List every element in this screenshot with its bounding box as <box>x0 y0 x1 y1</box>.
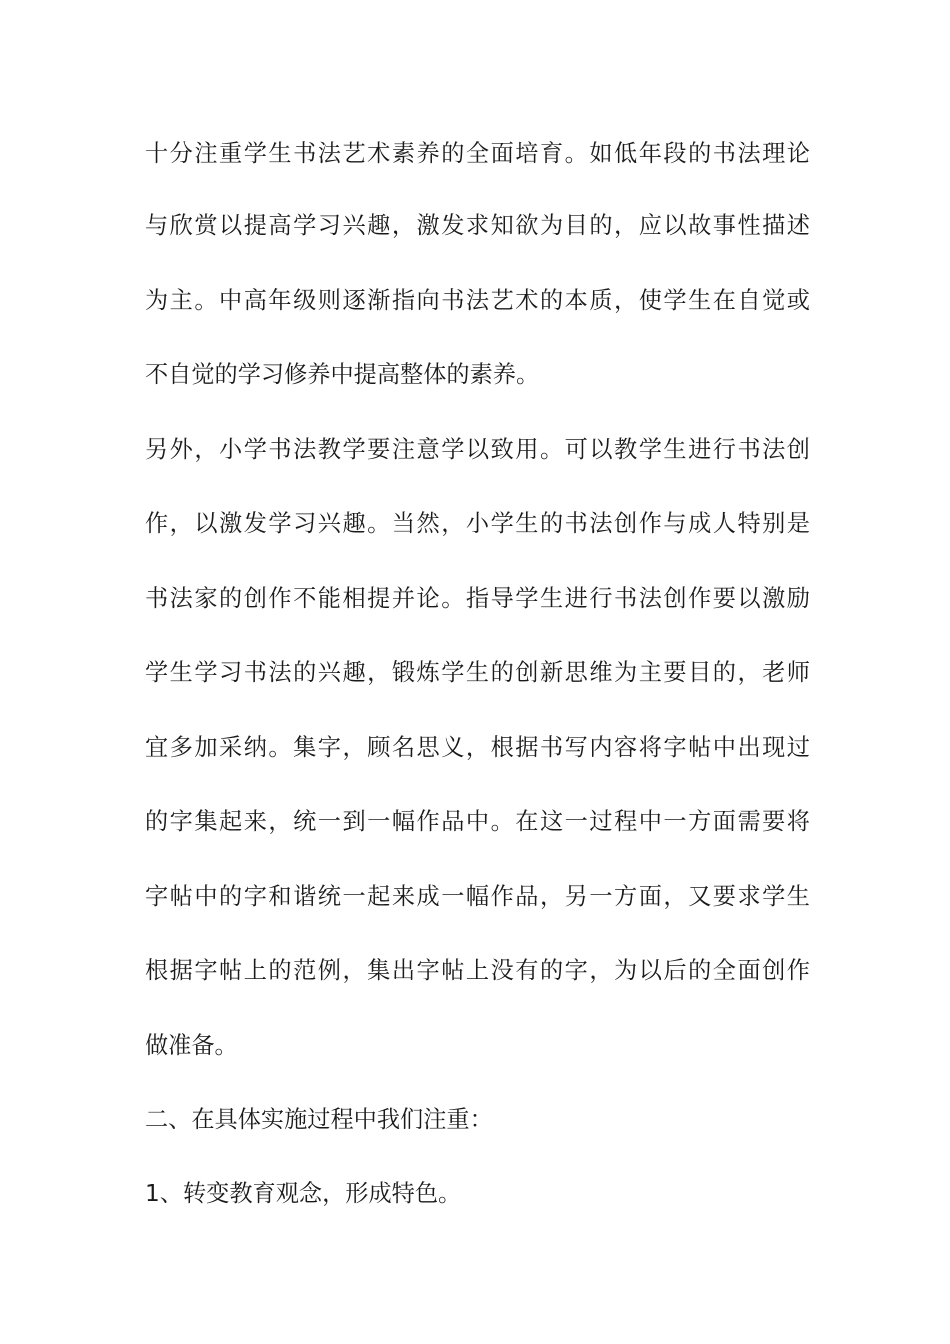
text-line: 书法家的创作不能相提并论。指导学生进行书法创作要以激励 <box>145 585 810 612</box>
text-line: 宜多加采纳。集字，顾名思义，根据书写内容将字帖中出现过 <box>145 734 810 761</box>
text-line: 十分注重学生书法艺术素养的全面培育。如低年段的书法理论 <box>145 140 810 167</box>
text-line: 不自觉的学习修养中提高整体的素养。 <box>145 361 540 388</box>
text-line: 另外，小学书法教学要注意学以致用。可以教学生进行书法创 <box>145 436 810 463</box>
text-line: 与欣赏以提高学习兴趣，激发求知欲为目的，应以故事性描述 <box>145 212 810 239</box>
text-line: 的字集起来，统一到一幅作品中。在这一过程中一方面需要将 <box>145 808 810 835</box>
text-line: 根据字帖上的范例，集出字帖上没有的字，为以后的全面创作 <box>145 957 810 984</box>
text-line: 学生学习书法的兴趣，锻炼学生的创新思维为主要目的，老师 <box>145 659 810 686</box>
text-line: 作，以激发学习兴趣。当然，小学生的书法创作与成人特别是 <box>145 510 810 537</box>
section-heading: 二、在具体实施过程中我们注重： <box>145 1106 493 1133</box>
text-line: 字帖中的字和谐统一起来成一幅作品，另一方面，又要求学生 <box>145 883 810 910</box>
list-item-heading: 1、转变教育观念，形成特色。 <box>145 1180 462 1207</box>
text-line: 做准备。 <box>145 1032 238 1059</box>
text-line: 为主。中高年级则逐渐指向书法艺术的本质，使学生在自觉或 <box>145 287 810 314</box>
